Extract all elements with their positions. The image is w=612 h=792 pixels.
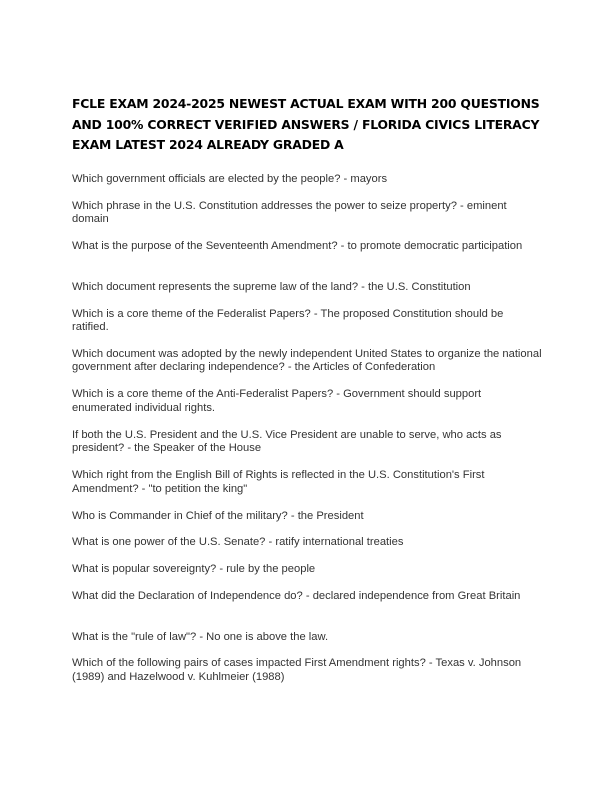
list-item: Which is a core theme of the Anti-Federalist Papers? - Government should support enumerated individual rights. — [72, 388, 482, 414]
list-item: What is the "rule of law"? - No one is above the law. — [72, 630, 329, 643]
list-item: What is the purpose of the Seventeenth Amendment? - to promote democratic participation — [72, 240, 523, 253]
list-item: Which phrase in the U.S. Constitution addresses the power to seize property? - eminent domain — [72, 199, 507, 226]
list-item: Which government officials are elected by the people? - mayors — [72, 173, 388, 185]
list-item: What is one power of the U.S. Senate? - ratify international treaties — [72, 536, 404, 549]
list-item: Which document represents the supreme law of the land? - the U.S. Constitution — [72, 280, 471, 293]
list-item: Which of the following pairs of cases impacted First Amendment rights? - Texas v. Johnson (1989) and Hazelwood v. Kuhlmeier (1988) — [72, 657, 522, 683]
list-item: If both the U.S. President and the U.S. Vice President are unable to serve, who acts as president? - the Speaker of the House — [72, 428, 502, 455]
list-item: What did the Declaration of Independence do? - declared independence from Great Britain — [72, 590, 521, 603]
page-title: FCLE EXAM 2024-2025 NEWEST ACTUAL EXAM WITH 200 QUESTIONS AND 100% CORRECT VERIFIED ANSWERS / FLORIDA CIVICS LITERACY EXAM LATEST 2024 ALREADY GRADED A — [72, 96, 540, 152]
list-item: Which right from the English Bill of Rights is reflected in the U.S. Constitution's First Amendment? - "to petition the king" — [72, 469, 485, 495]
question-answer-list — [72, 173, 542, 698]
list-item: What is popular sovereignty? - rule by the people — [72, 563, 316, 576]
list-item: Who is Commander in Chief of the military? - the President — [72, 509, 364, 522]
list-item: Which is a core theme of the Federalist Papers? - The proposed Constitution should be ratified. — [72, 307, 504, 334]
list-item: Which document was adopted by the newly independent United States to organize the national government after declaring independence? - the Articles of Confederation — [72, 347, 542, 374]
